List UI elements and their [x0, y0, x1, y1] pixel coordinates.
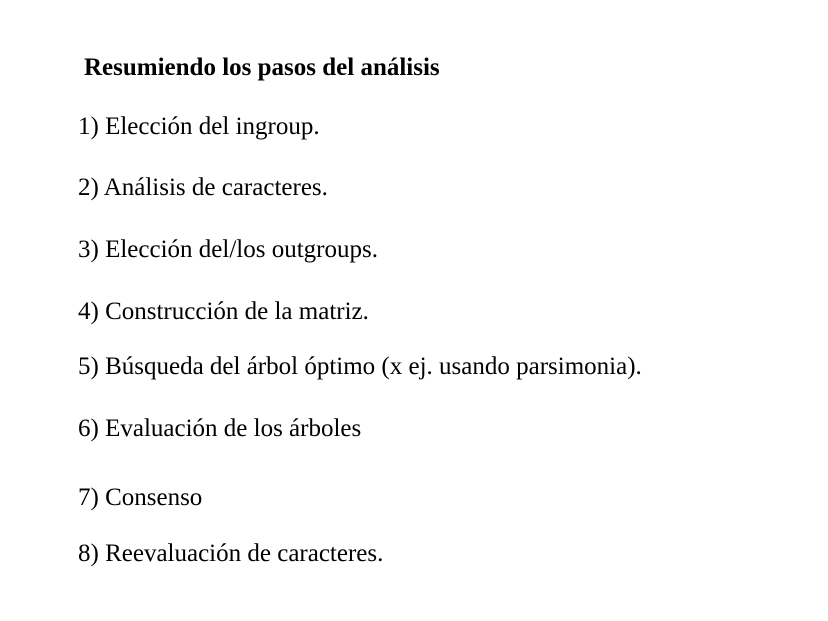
step-8: 8) Reevaluación de caracteres.	[78, 540, 384, 567]
step-6: 6) Evaluación de los árboles	[78, 415, 362, 442]
slide-title: Resumiendo los pasos del análisis	[84, 54, 440, 81]
step-4: 4) Construcción de la matriz.	[78, 298, 369, 325]
step-5: 5) Búsqueda del árbol óptimo (x ej. usando parsimonia).	[78, 353, 642, 380]
step-3: 3) Elección del/los outgroups.	[78, 236, 378, 263]
step-2: 2) Análisis de caracteres.	[78, 174, 328, 201]
step-1: 1) Elección del ingroup.	[78, 113, 320, 140]
step-7: 7) Consenso	[78, 484, 203, 511]
